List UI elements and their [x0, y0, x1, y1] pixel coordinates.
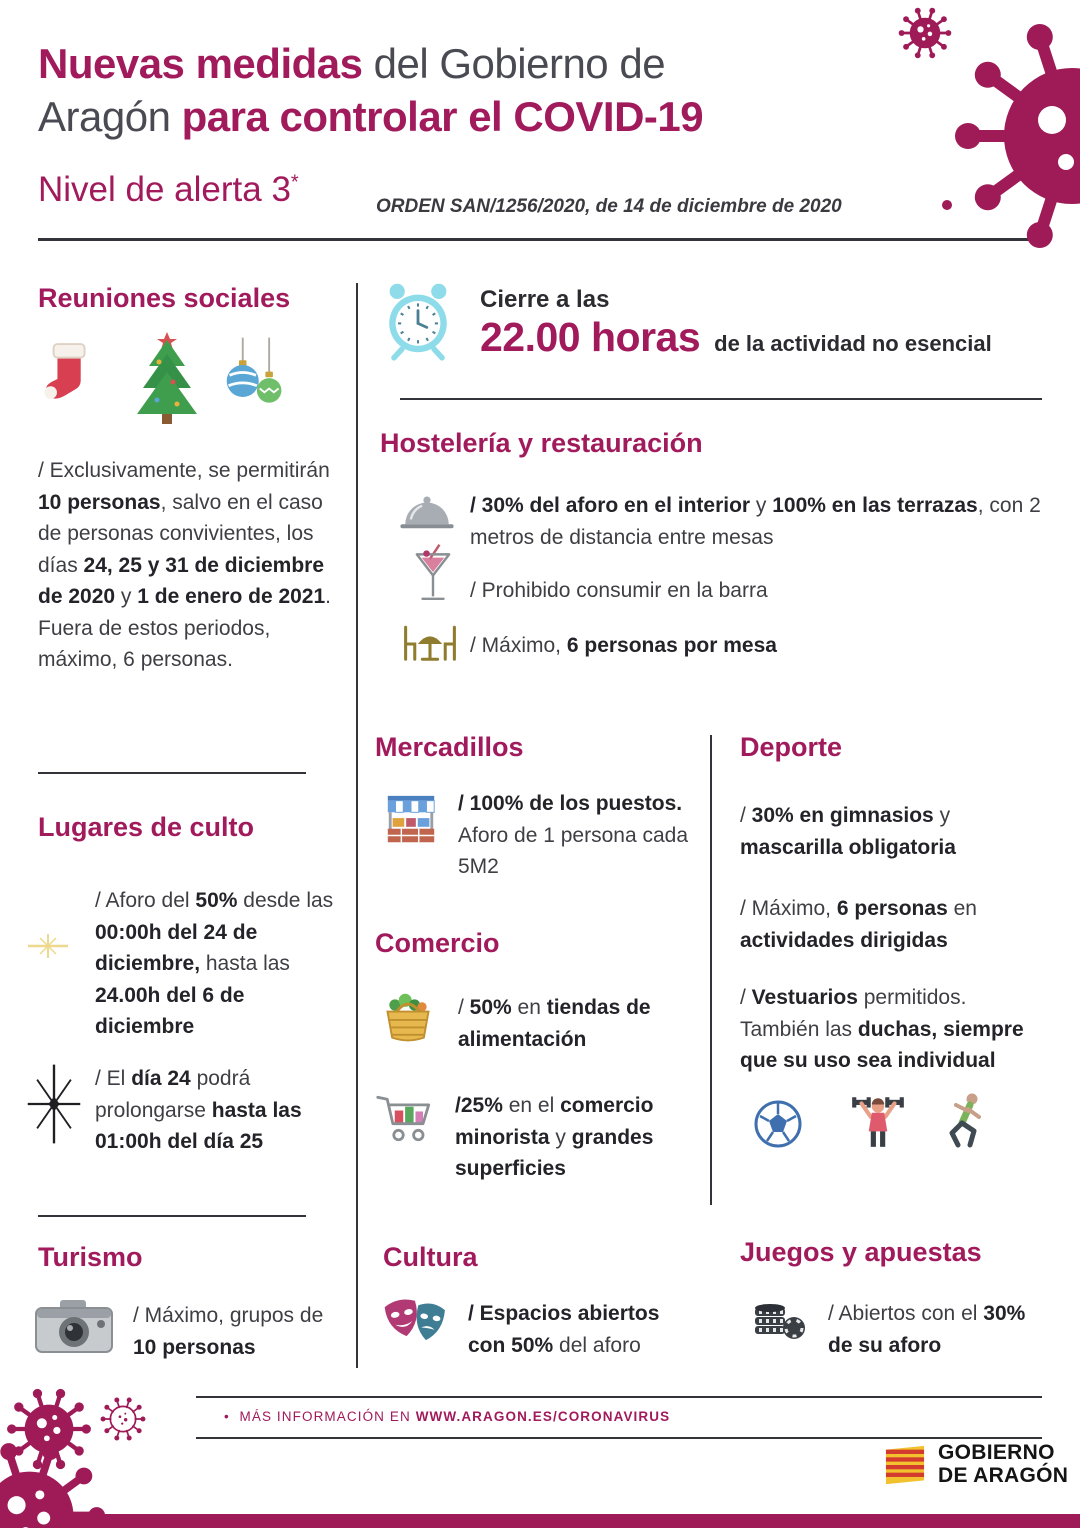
footer-info-prefix: MÁS INFORMACIÓN EN: [239, 1409, 416, 1424]
deporte-item-1: / 30% en gimnasios y mascarilla obligatoria: [740, 804, 956, 859]
mercadillos-body: / 100% de los puestos. Aforo de 1 persona cada 5M2: [458, 792, 688, 878]
ornaments-icon: [222, 336, 288, 426]
christmas-tree-icon: [128, 330, 206, 426]
column-divider-1: [356, 283, 358, 1368]
footer-info: [224, 1409, 670, 1424]
aragon-flag-icon: [882, 1443, 928, 1487]
page-title: [38, 38, 898, 144]
star-sparkle-icon: [24, 1062, 84, 1146]
closure-line1: Cierre a las: [480, 286, 610, 313]
alert-level: Nivel de alerta 3*: [38, 170, 299, 209]
order-reference: ORDEN SAN/1256/2020, de 14 de diciembre de 2020: [376, 196, 842, 217]
section-title-deporte: Deporte: [740, 732, 843, 762]
virus-icon: [0, 1438, 107, 1528]
footer-bullet: •: [224, 1409, 230, 1424]
footer-divider-bottom: [196, 1437, 1042, 1439]
closure-divider: [400, 398, 1042, 400]
section-title-mercadillos: Mercadillos: [375, 732, 524, 762]
cocktail-icon: [412, 542, 454, 612]
closure-detail: de la actividad no esencial: [714, 331, 992, 356]
virus-icon: [952, 16, 1080, 256]
virus-icon: [898, 6, 952, 60]
reuniones-body: / Exclusivamente, se permitirán 10 personas, salvo en el caso de personas convivientes, los días 24, 25 y 31 de diciembre de 2020 y 1 de enero de 2021. Fuera de estos periodos, máximo, 6 personas.: [38, 459, 332, 671]
poker-chips-icon: [748, 1294, 806, 1344]
closure-time: 22.00 horas: [480, 314, 701, 360]
comercio-item-2: /25% en el comercio minorista y grandes superficies: [455, 1094, 654, 1180]
gold-sparkle-icon: [28, 926, 68, 966]
page-title-line1: Nuevas medidas del Gobierno de: [38, 40, 666, 87]
section-title-turismo: Turismo: [38, 1242, 143, 1272]
christmas-stocking-icon: [40, 338, 102, 416]
footer-divider-top: [196, 1396, 1042, 1398]
food-basket-icon: [380, 992, 436, 1046]
serving-dish-icon: [398, 492, 456, 534]
shopping-cart-icon: [374, 1086, 440, 1152]
bottom-bar: [0, 1514, 1080, 1528]
logo-text: [938, 1442, 1068, 1487]
alarm-clock-icon: [378, 280, 458, 362]
header-divider: [38, 238, 1042, 241]
table-chairs-icon: [398, 624, 462, 664]
section-title-hosteleria: Hostelería y restauración: [380, 428, 703, 458]
virus-dot: [942, 200, 952, 210]
section-title-cultura: Cultura: [383, 1242, 478, 1272]
section-title-culto: Lugares de culto: [38, 812, 255, 842]
column-divider-2: [710, 735, 712, 1205]
weightlifting-icon: [850, 1090, 906, 1152]
deporte-item-2: / Máximo, 6 personas en actividades dirigidas: [740, 897, 977, 952]
section-title-juegos: Juegos y apuestas: [740, 1237, 982, 1267]
turismo-body: / Máximo, grupos de 10 personas: [133, 1304, 324, 1359]
virus-icon: [100, 1396, 146, 1442]
hosteleria-item-1: / 30% del aforo en el interior y 100% en las terrazas, con 2 metros de distancia entre mesas: [470, 494, 1041, 549]
running-icon: [938, 1090, 992, 1152]
soccer-ball-icon: [752, 1098, 804, 1150]
theater-masks-icon: [382, 1292, 450, 1350]
section-title-comercio: Comercio: [375, 928, 500, 958]
culto-item-2: / El día 24 podrá prolongarse hasta las 01:00h del día 25: [95, 1067, 302, 1153]
alert-asterisk: *: [290, 171, 299, 194]
comercio-item-1: / 50% en tiendas de alimentación: [458, 996, 651, 1051]
closure-line2: [480, 314, 1045, 361]
deporte-item-3: / Vestuarios permitidos. También las duchas, siempre que su uso sea individual: [740, 986, 1024, 1072]
footer-info-link[interactable]: WWW.ARAGON.ES/CORONAVIRUS: [415, 1409, 671, 1424]
culto-item-1: / Aforo del 50% desde las 00:00h del 24 de diciembre, hasta las 24.00h del 6 de diciembre: [95, 889, 334, 1038]
left-divider-1: [38, 772, 306, 774]
gobierno-aragon-logo: [882, 1442, 1068, 1487]
page-title-line2: Aragón para controlar el COVID-19: [38, 92, 704, 140]
section-title-reuniones: Reuniones sociales: [38, 283, 291, 313]
closure-block: [480, 286, 1045, 361]
market-stall-icon: [382, 792, 440, 850]
cultura-body: / Espacios abiertos con 50% del aforo: [468, 1302, 660, 1357]
logo-line1: GOBIERNO: [938, 1441, 1055, 1464]
left-divider-2: [38, 1215, 306, 1217]
camera-icon: [34, 1298, 114, 1356]
juegos-body: / Abiertos con el 30% de su aforo: [828, 1302, 1026, 1357]
logo-line2: DE ARAGÓN: [938, 1463, 1069, 1487]
hosteleria-item-2: / Prohibido consumir en la barra: [470, 579, 768, 602]
hosteleria-item-3: / Máximo, 6 personas por mesa: [470, 634, 777, 657]
